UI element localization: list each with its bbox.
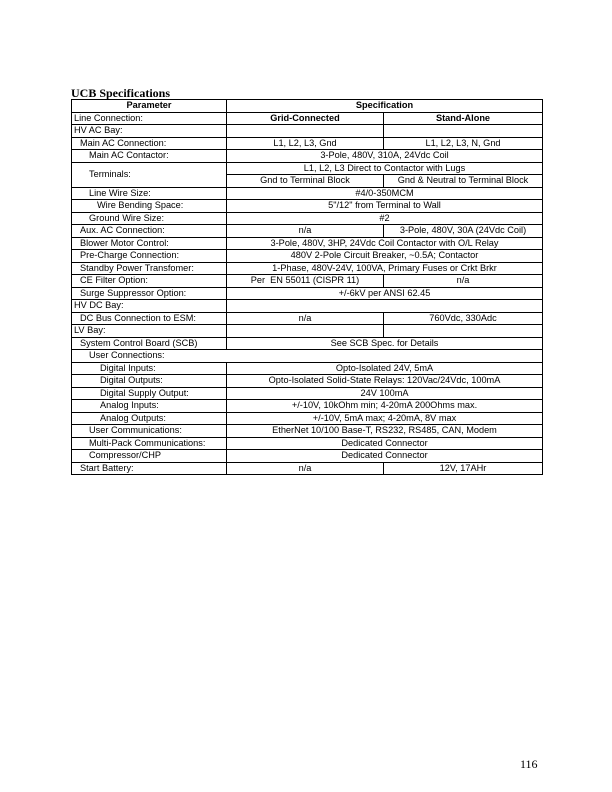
table-row	[72, 275, 543, 288]
table-row	[72, 387, 543, 400]
grid-value: Per EN 55011 (CISPR 11)	[227, 275, 384, 288]
row-label: Surge Suppressor Option:	[72, 287, 227, 300]
row-label: CE Filter Option:	[72, 275, 227, 288]
spec-value: 5"/12" from Terminal to Wall	[227, 200, 543, 213]
spec-value: +/-10V, 10kOhm min; 4-20mA 200Ohms max.	[227, 400, 543, 413]
row-label: HV DC Bay:	[72, 300, 227, 313]
table-row	[72, 287, 543, 300]
row-label: Digital Outputs:	[72, 375, 227, 388]
spec-value: #2	[227, 212, 543, 225]
row-label: Wire Bending Space:	[72, 200, 227, 213]
table-row	[72, 450, 543, 463]
grid-value: n/a	[227, 225, 384, 238]
subheader-grid-connected: Grid-Connected	[227, 112, 384, 125]
table-row	[72, 262, 543, 275]
spec-value: #4/0-350MCM	[227, 187, 543, 200]
table-row	[72, 325, 543, 338]
row-label: Digital Inputs:	[72, 362, 227, 375]
spec-value: 1-Phase, 480V-24V, 100VA, Primary Fuses or Crkt Brkr	[227, 262, 543, 275]
section-title: UCB Specifications	[71, 86, 170, 100]
table-row	[72, 462, 543, 475]
row-label: Aux. AC Connection:	[72, 225, 227, 238]
row-label: Start Battery:	[72, 462, 227, 475]
spec-value: 3-Pole, 480V, 3HP, 24Vdc Coil Contactor with O/L Relay	[227, 237, 543, 250]
table-row	[72, 112, 543, 125]
table-row	[72, 125, 543, 138]
stand-value: n/a	[384, 275, 543, 288]
row-label: Pre-Charge Connection:	[72, 250, 227, 263]
row-label: Ground Wire Size:	[72, 212, 227, 225]
row-label: User Communications:	[72, 425, 227, 438]
table-row	[72, 350, 543, 363]
row-label: Main AC Connection:	[72, 137, 227, 150]
row-label: Line Connection:	[72, 112, 227, 125]
table-row	[72, 375, 543, 388]
table-row	[72, 162, 543, 175]
stand-value: 3-Pole, 480V, 30A (24Vdc Coil)	[384, 225, 543, 238]
table-row	[72, 150, 543, 163]
grid-value: n/a	[227, 312, 384, 325]
row-label: System Control Board (SCB)	[72, 337, 227, 350]
stand-value: 760Vdc, 330Adc	[384, 312, 543, 325]
row-label: Multi-Pack Communications:	[72, 437, 227, 450]
row-label: Analog Outputs:	[72, 412, 227, 425]
table-header-row	[72, 100, 543, 113]
row-label: Terminals:	[72, 162, 227, 187]
row-label: User Connections:	[72, 350, 543, 363]
spec-value: 24V 100mA	[227, 387, 543, 400]
spec-value: L1, L2, L3 Direct to Contactor with Lugs	[227, 162, 543, 175]
header-specification: Specification	[227, 100, 543, 113]
table-row	[72, 137, 543, 150]
spec-value: Dedicated Connector	[227, 450, 543, 463]
table-row	[72, 400, 543, 413]
table-row	[72, 312, 543, 325]
empty-cell	[227, 125, 384, 138]
spec-value: Opto-Isolated Solid-State Relays: 120Vac/24Vdc, 100mA	[227, 375, 543, 388]
grid-value: n/a	[227, 462, 384, 475]
row-label: DC Bus Connection to ESM:	[72, 312, 227, 325]
stand-value: L1, L2, L3, N, Gnd	[384, 137, 543, 150]
spec-value: EtherNet 10/100 Base-T, RS232, RS485, CAN, Modem	[227, 425, 543, 438]
table-row	[72, 437, 543, 450]
table-row	[72, 237, 543, 250]
ucb-specifications-table	[71, 99, 543, 475]
subheader-stand-alone: Stand-Alone	[384, 112, 543, 125]
spec-value: +/-10V, 5mA max; 4-20mA, 8V max	[227, 412, 543, 425]
stand-value: Gnd & Neutral to Terminal Block	[384, 175, 543, 188]
table-row	[72, 425, 543, 438]
row-label: HV AC Bay:	[72, 125, 227, 138]
table-row	[72, 337, 543, 350]
empty-cell	[227, 325, 384, 338]
table-row	[72, 362, 543, 375]
table-row	[72, 412, 543, 425]
empty-cell	[227, 300, 543, 313]
table-row	[72, 212, 543, 225]
table-row	[72, 225, 543, 238]
grid-value: L1, L2, L3, Gnd	[227, 137, 384, 150]
row-label: Digital Supply Output:	[72, 387, 227, 400]
header-parameter: Parameter	[72, 100, 227, 113]
page-number: 116	[520, 757, 538, 771]
row-label: Standby Power Transfomer:	[72, 262, 227, 275]
row-label: LV Bay:	[72, 325, 227, 338]
row-label: Compressor/CHP	[72, 450, 227, 463]
row-label: Main AC Contactor:	[72, 150, 227, 163]
spec-value: +/-6kV per ANSI 62.45	[227, 287, 543, 300]
table-row	[72, 300, 543, 313]
table-row	[72, 250, 543, 263]
table-row	[72, 200, 543, 213]
spec-value: Opto-Isolated 24V, 5mA	[227, 362, 543, 375]
spec-value: Dedicated Connector	[227, 437, 543, 450]
empty-cell	[384, 125, 543, 138]
row-label: Analog Inputs:	[72, 400, 227, 413]
table-row	[72, 187, 543, 200]
row-label: Line Wire Size:	[72, 187, 227, 200]
spec-value: 3-Pole, 480V, 310A, 24Vdc Coil	[227, 150, 543, 163]
row-label: Blower Motor Control:	[72, 237, 227, 250]
spec-value: See SCB Spec. for Details	[227, 337, 543, 350]
spec-value: 480V 2-Pole Circuit Breaker, ~0.5A; Contactor	[227, 250, 543, 263]
empty-cell	[384, 325, 543, 338]
stand-value: 12V, 17AHr	[384, 462, 543, 475]
grid-value: Gnd to Terminal Block	[227, 175, 384, 188]
